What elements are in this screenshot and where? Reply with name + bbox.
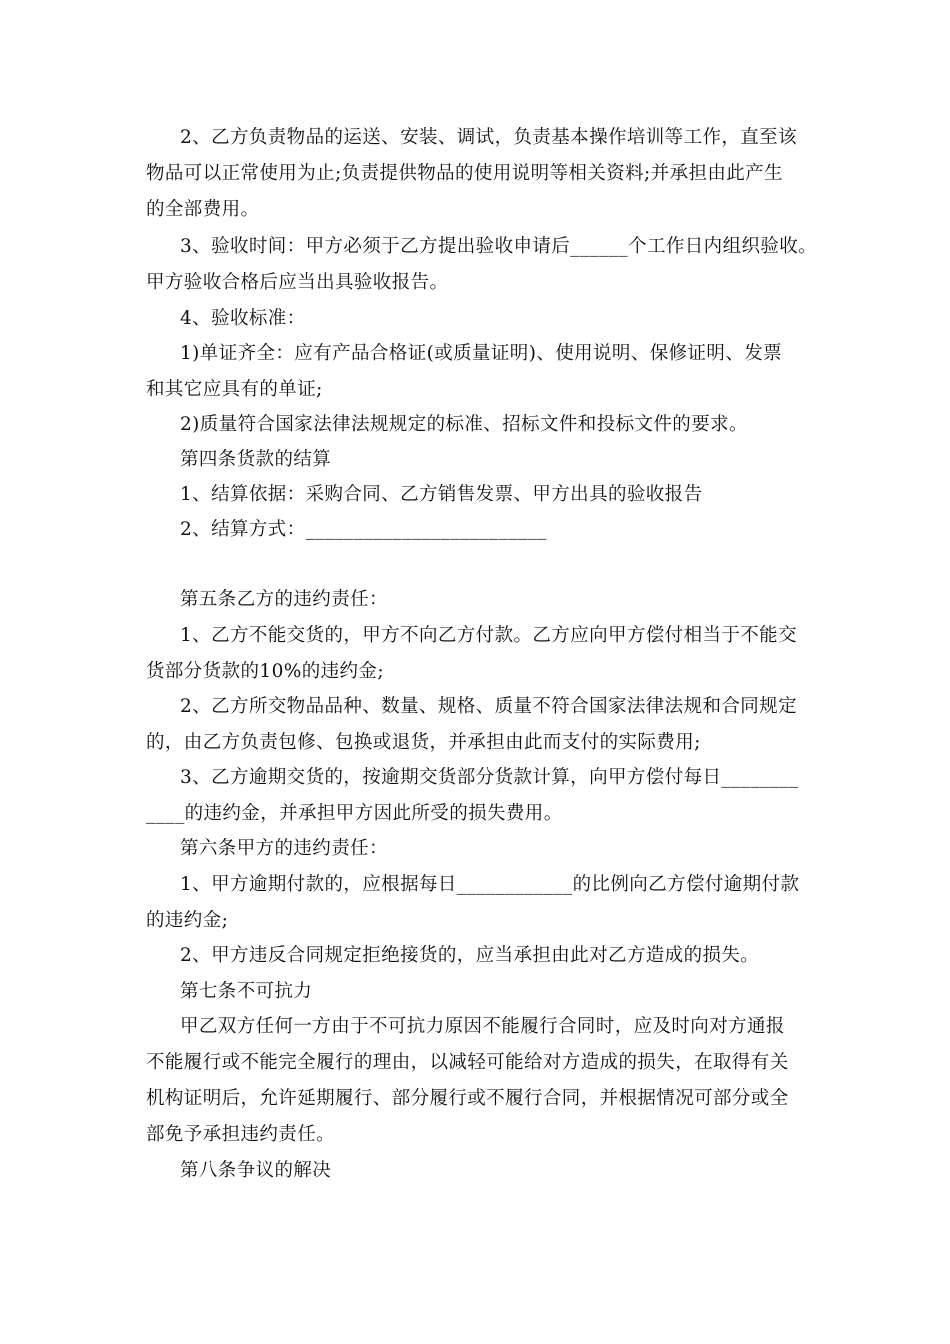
text-line: 2、甲方违反合同规定拒绝接货的，应当承担由此对乙方造成的损失。 <box>180 945 760 966</box>
text-line: 机构证明后，允许延期履行、部分履行或不履行合同，并根据情况可部分或全 <box>146 1088 789 1109</box>
text-line: 3、验收时间：甲方必须于乙方提出验收申请后______个工作日内组织验收。 <box>180 236 818 257</box>
text-line: 1)单证齐全：应有产品合格证(或质量证明)、使用说明、保修证明、发票 <box>180 343 783 364</box>
section-heading: 第六条甲方的违约责任： <box>180 838 388 859</box>
section-heading: 第七条不可抗力 <box>180 981 313 1002</box>
text-line: 4、验收标准： <box>180 308 306 329</box>
text-line: 和其它应具有的单证; <box>146 379 323 400</box>
text-line: 1、甲方逾期付款的，应根据每日____________的比例向乙方偿付逾期付款 <box>180 874 800 895</box>
text-line: 物品可以正常使用为止;负责提供物品的使用说明等相关资料;并承担由此产生 <box>146 163 783 184</box>
section-heading: 第五条乙方的违约责任： <box>180 589 388 610</box>
text-line: ____的违约金，并承担甲方因此所受的损失费用。 <box>146 803 563 824</box>
text-line: 1、乙方不能交货的，甲方不向乙方付款。乙方应向甲方偿付相当于不能交 <box>180 625 797 646</box>
section-heading: 第八条争议的解决 <box>180 1160 332 1181</box>
text-line: 3、乙方逾期交货的，按逾期交货部分货款计算，向甲方偿付每日________ <box>180 767 799 788</box>
text-line: 部免予承担违约责任。 <box>146 1124 336 1145</box>
section-heading: 第四条货款的结算 <box>180 449 332 470</box>
text-line: 1、结算依据：采购合同、乙方销售发票、甲方出具的验收报告 <box>180 484 703 505</box>
text-line: 货部分货款的10%的违约金; <box>146 661 384 682</box>
text-line: 2、结算方式：_________________________ <box>180 519 547 540</box>
text-line: 甲乙双方任何一方由于不可抗力原因不能履行合同时，应及时向对方通报 <box>180 1016 785 1037</box>
text-line: 2、乙方负责物品的运送、安装、调试，负责基本操作培训等工作，直至该 <box>180 127 797 148</box>
text-line: 的，由乙方负责包修、包换或退货，并承担由此而支付的实际费用; <box>146 732 701 753</box>
text-line: 不能履行或不能完全履行的理由，以减轻可能给对方造成的损失，在取得有关 <box>146 1052 789 1073</box>
text-line: 2、乙方所交物品品种、数量、规格、质量不符合国家法律法规和合同规定 <box>180 696 797 717</box>
text-line: 2)质量符合国家法律法规规定的标准、招标文件和投标文件的要求。 <box>180 414 748 435</box>
text-line: 的全部费用。 <box>146 199 260 220</box>
text-line: 的违约金; <box>146 910 229 931</box>
text-line: 甲方验收合格后应当出具验收报告。 <box>146 272 449 293</box>
